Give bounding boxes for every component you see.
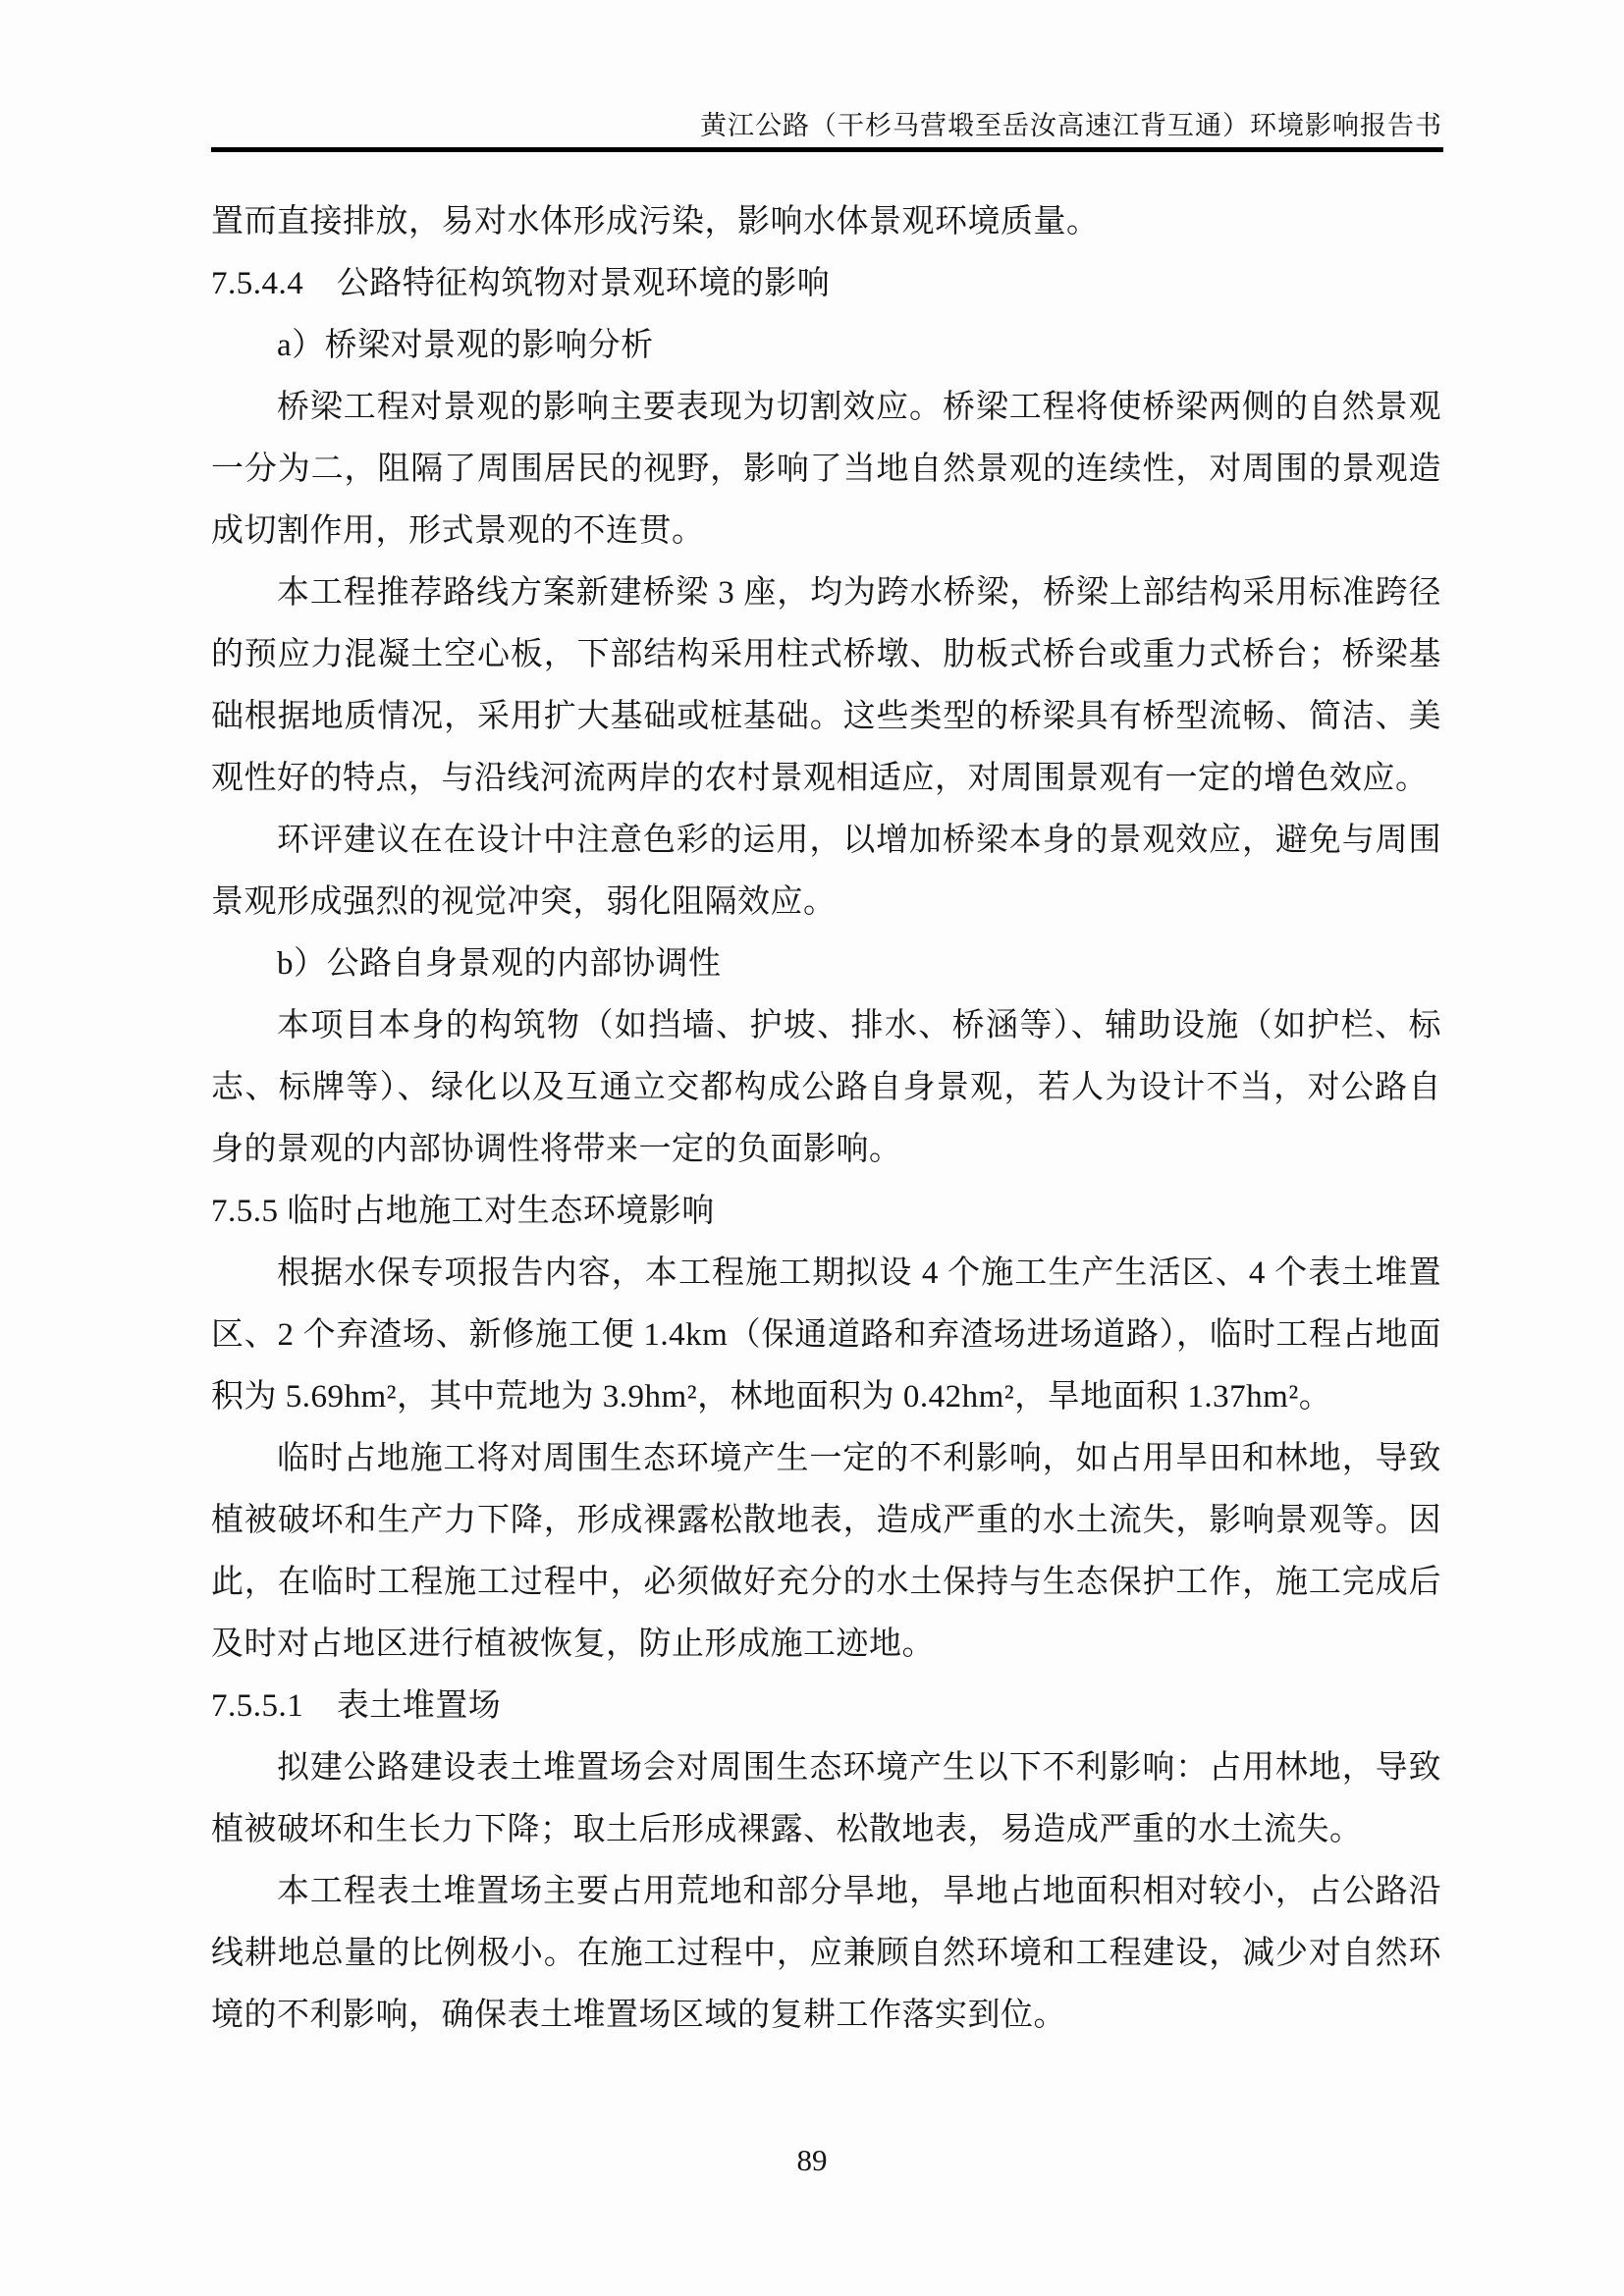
section-heading-7-5-5-1: 7.5.5.1 表土堆置场 (211, 1688, 502, 1724)
paragraph: 本工程表土堆置场主要占用荒地和部分旱地，旱地占地面积相对较小，占公路沿线耕地总量的比例极小。在施工过程中，应兼顾自然环境和工程建设，减少对自然环境的不利影响，确保表土堆置场区域的复耕工作落实到位。 (211, 1874, 1441, 2033)
paragraph: 临时占地施工将对周围生态环境产生一定的不利影响，如占用旱田和林地，导致植被破坏和生产力下降，形成裸露松散地表，造成严重的水土流失，影响景观等。因此，在临时工程施工过程中，必须做好充分的水土保持与生态保护工作，施工完成后及时对占地区进行植被恢复，防止形成施工迹地。 (211, 1441, 1441, 1662)
paragraph: 本项目本身的构筑物（如挡墙、护坡、排水、桥涵等）、辅助设施（如护栏、标志、标牌等）、绿化以及互通立交都构成公路自身景观，若人为设计不当，对公路自身的景观的内部协调性将带来一定的负面影响。 (211, 1008, 1441, 1167)
paragraph-continuation: 置而直接排放，易对水体形成污染，影响水体景观环境质量。 (211, 204, 1100, 240)
paragraph: 根据水保专项报告内容，本工程施工期拟设 4 个施工生产生活区、4 个表土堆置区、2 个弃渣场、新修施工便 1.4km（保通道路和弃渣场进场道路），临时工程占地面积为 5.69hm²，其中荒地为 3.9hm²，林地面积为 0.42hm²，旱地面积 1.37hm²。 (211, 1255, 1441, 1415)
paragraph: 本工程推荐路线方案新建桥梁 3 座，均为跨水桥梁，桥梁上部结构采用标准跨径的预应力混凝土空心板，下部结构采用柱式桥墩、肋板式桥台或重力式桥台；桥梁基础根据地质情况，采用扩大基础或桩基础。这些类型的桥梁具有桥型流畅、简洁、美观性好的特点，与沿线河流两岸的农村景观相适应，对周围景观有一定的增色效应。 (211, 575, 1441, 796)
header-rule (211, 147, 1443, 152)
list-item-b: b）公路自身景观的内部协调性 (277, 946, 722, 982)
paragraph: 环评建议在在设计中注意色彩的运用，以增加桥梁本身的景观效应，避免与周围景观形成强烈的视觉冲突，弱化阻隔效应。 (211, 823, 1441, 920)
section-heading-7-5-4-4: 7.5.4.4 公路特征构筑物对景观环境的影响 (211, 266, 831, 301)
page-number: 89 (796, 2143, 828, 2177)
section-heading-7-5-5: 7.5.5 临时占地施工对生态环境影响 (211, 1194, 715, 1229)
paragraph: 拟建公路建设表土堆置场会对周围生态环境产生以下不利影响：占用林地，导致植被破坏和生长力下降；取土后形成裸露、松散地表，易造成严重的水土流失。 (211, 1750, 1441, 1847)
document-body (211, 191, 1441, 2047)
paragraph: 桥梁工程对景观的影响主要表现为切割效应。桥梁工程将使桥梁两侧的自然景观一分为二，阻隔了周围居民的视野，影响了当地自然景观的连续性，对周围的景观造成切割作用，形式景观的不连贯。 (211, 390, 1441, 549)
running-header-title: 黄江公路（干杉马营塅至岳汝高速江背互通）环境影响报告书 (700, 111, 1442, 140)
list-item-a: a）桥梁对景观的影响分析 (277, 328, 654, 363)
